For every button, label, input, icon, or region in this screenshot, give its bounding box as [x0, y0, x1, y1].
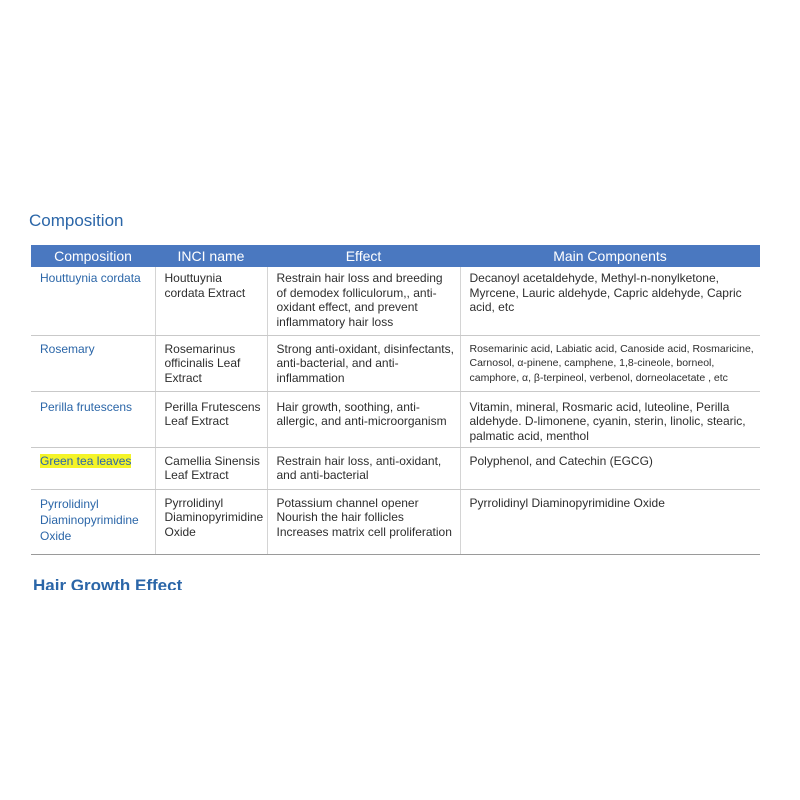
composition-cell	[31, 335, 155, 391]
components-cell	[460, 489, 760, 554]
inci-cell	[155, 447, 267, 489]
effect-cell	[267, 391, 460, 447]
components-cell	[460, 447, 760, 489]
section-title: Composition	[29, 211, 124, 230]
components-cell	[460, 335, 760, 391]
effect-cell	[267, 489, 460, 554]
inci-cell	[155, 267, 267, 335]
table-header-row	[31, 245, 760, 267]
header-effect: Effect	[267, 245, 460, 267]
table-row	[31, 447, 760, 489]
table-row	[31, 267, 760, 335]
highlight-mark: Green tea leaves	[40, 453, 132, 468]
inci-name: Rosemarinus officinalis Leaf Extract	[164, 341, 241, 385]
components-text: Pyrrolidinyl Diaminopyrimidine Oxide	[469, 495, 665, 510]
table-row	[31, 335, 760, 391]
composition-name: Perilla frutescens	[40, 399, 133, 414]
inci-name: Camellia Sinensis Leaf Extract	[164, 453, 260, 482]
effect-cell	[267, 267, 460, 335]
inci-cell	[155, 489, 267, 554]
components-cell	[460, 391, 760, 447]
composition-name: Rosemary	[40, 341, 95, 356]
effect-text: Restrain hair loss, anti-oxidant, and anti-bacterial	[276, 453, 442, 482]
effect-text: Strong anti-oxidant, disinfectants, anti-bacterial, and anti-inflammation	[276, 341, 454, 385]
composition-name: Pyrrolidinyl Diaminopyrimidine Oxide	[40, 496, 139, 543]
next-section-title: Hair Growth Effect	[33, 576, 183, 590]
table-row	[31, 391, 760, 447]
components-text: Vitamin, mineral, Rosmaric acid, luteoline, Perilla aldehyde. D-limonene, cyanin, sterin, linolic, stearic, palmatic acid, menthol	[469, 399, 746, 443]
header-inci-name: INCI name	[155, 245, 267, 267]
effect-text: Hair growth, soothing, anti-allergic, and anti-microorganism	[276, 399, 447, 428]
header-composition: Composition	[31, 245, 155, 267]
header-main-components: Main Components	[460, 245, 760, 267]
composition-name: Houttuynia cordata	[40, 271, 141, 285]
inci-cell	[155, 391, 267, 447]
composition-cell	[31, 489, 155, 554]
inci-name: Houttuynia cordata Extract	[164, 271, 246, 300]
composition-cell	[31, 391, 155, 447]
composition-name	[31, 448, 155, 469]
effect-text: Potassium channel opener Nourish the hair follicles Increases matrix cell proliferation	[276, 495, 452, 539]
effect-cell	[267, 447, 460, 489]
components-cell	[460, 267, 760, 335]
inci-cell	[155, 335, 267, 391]
effect-text: Restrain hair loss and breeding of demodex folliculorum,, anti-oxidant effect, and prevent inflammatory hair loss	[276, 271, 443, 329]
composition-table	[31, 245, 760, 555]
inci-name: Perilla Frutescens Leaf Extract	[164, 399, 261, 428]
components-text: Rosemarinic acid, Labiatic acid, Canoside acid, Rosmaricine, Carnosol, α-pinene, camphene, 1,8-cineole, borneol, camphore, α, β-terpineol, verbenol, dorneolacetate , etc	[469, 342, 754, 384]
components-text: Decanoyl acetaldehyde, Methyl-n-nonylketone, Myrcene, Lauric aldehyde, Capric aldehyde, Capric acid, etc	[469, 271, 742, 314]
composition-cell	[31, 447, 155, 489]
components-text: Polyphenol, and Catechin (EGCG)	[469, 453, 653, 468]
inci-name: Pyrrolidinyl Diaminopyrimidine Oxide	[164, 495, 264, 539]
effect-cell	[267, 335, 460, 391]
table-row	[31, 489, 760, 554]
composition-cell	[31, 267, 155, 335]
